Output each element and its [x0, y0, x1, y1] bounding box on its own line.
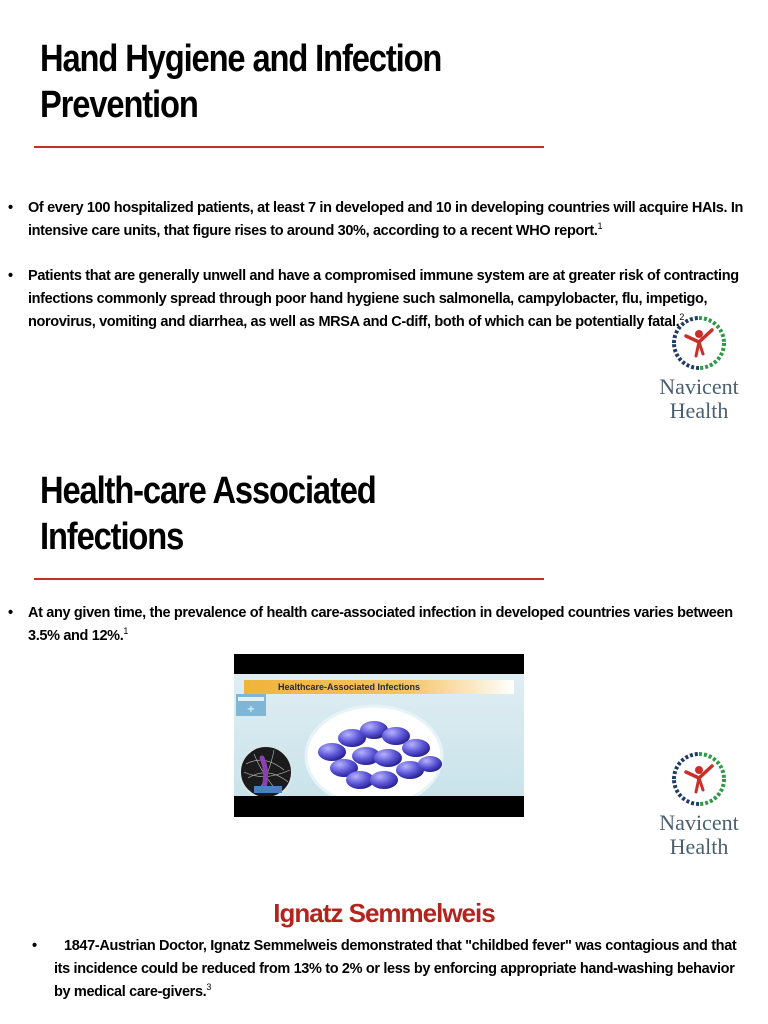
section1-title-line1: Hand Hygiene and Infection [40, 38, 442, 80]
logo-line2: Health [669, 398, 729, 423]
section3-bullet-1 [8, 935, 753, 1004]
footnote-ref: 3 [206, 982, 211, 992]
navicent-logo [648, 312, 758, 422]
navicent-logo [648, 748, 758, 858]
footnote-ref: 1 [123, 626, 129, 636]
section1-divider [34, 146, 544, 148]
bullet-text: Of every 100 hospitalized patients, at least 7 in developed and 10 in developing countries will acquire HAIs. In intensive care units, that figure rises to around 30%, according to a recent WHO report. [28, 200, 744, 239]
section3-title: Ignatz Semmelweis [273, 898, 495, 928]
section1-bullet-1 [8, 197, 753, 243]
bullet-text: Patients that are generally unwell and have a compromised immune system are at greater risk of contracting infections commonly spread through poor hand hygiene such salmonella, campylobacter, flu, impetigo, norovirus, vomiting and diarrhea, as well as MRSA and C-diff, both of which can be potentially fatal. [28, 268, 739, 330]
navicent-emblem-icon [654, 748, 744, 810]
logo-line2: Health [669, 834, 729, 859]
logo-line1: Navicent [659, 374, 739, 399]
svg-text:+: + [246, 704, 256, 715]
bullet-text: At any given time, the prevalence of health care-associated infection in developed countries varies between 3.5% and 12%. [28, 605, 733, 644]
bullet-marker: • [8, 268, 13, 284]
section1-bullet-2 [8, 265, 753, 334]
section2-bullet-1 [8, 602, 753, 648]
section2-title-line1: Health-care Associated [40, 470, 376, 512]
bullet-marker: • [8, 605, 13, 621]
footnote-ref: 1 [597, 221, 603, 231]
bullet-marker: • [32, 938, 37, 954]
bullet-marker: • [8, 200, 13, 216]
logo-line1: Navicent [659, 810, 739, 835]
section1-title-line2: Prevention [40, 84, 198, 126]
footnote-ref: 2 [679, 312, 684, 322]
bullet-text: 1847-Austrian Doctor, Ignatz Semmelweis demonstrated that "childbed fever" was contagious and that its incidence could be reduced from 13% to 2% or less by enforcing appropriate hand-washing behavior by medical care-givers. [54, 938, 737, 1000]
section2-divider [34, 578, 544, 580]
section2-title-line2: Infections [40, 516, 184, 558]
video-banner-title: Healthcare-Associated Infections [278, 682, 421, 692]
hai-video-thumbnail[interactable] [234, 654, 524, 817]
navicent-emblem-icon [654, 312, 744, 374]
